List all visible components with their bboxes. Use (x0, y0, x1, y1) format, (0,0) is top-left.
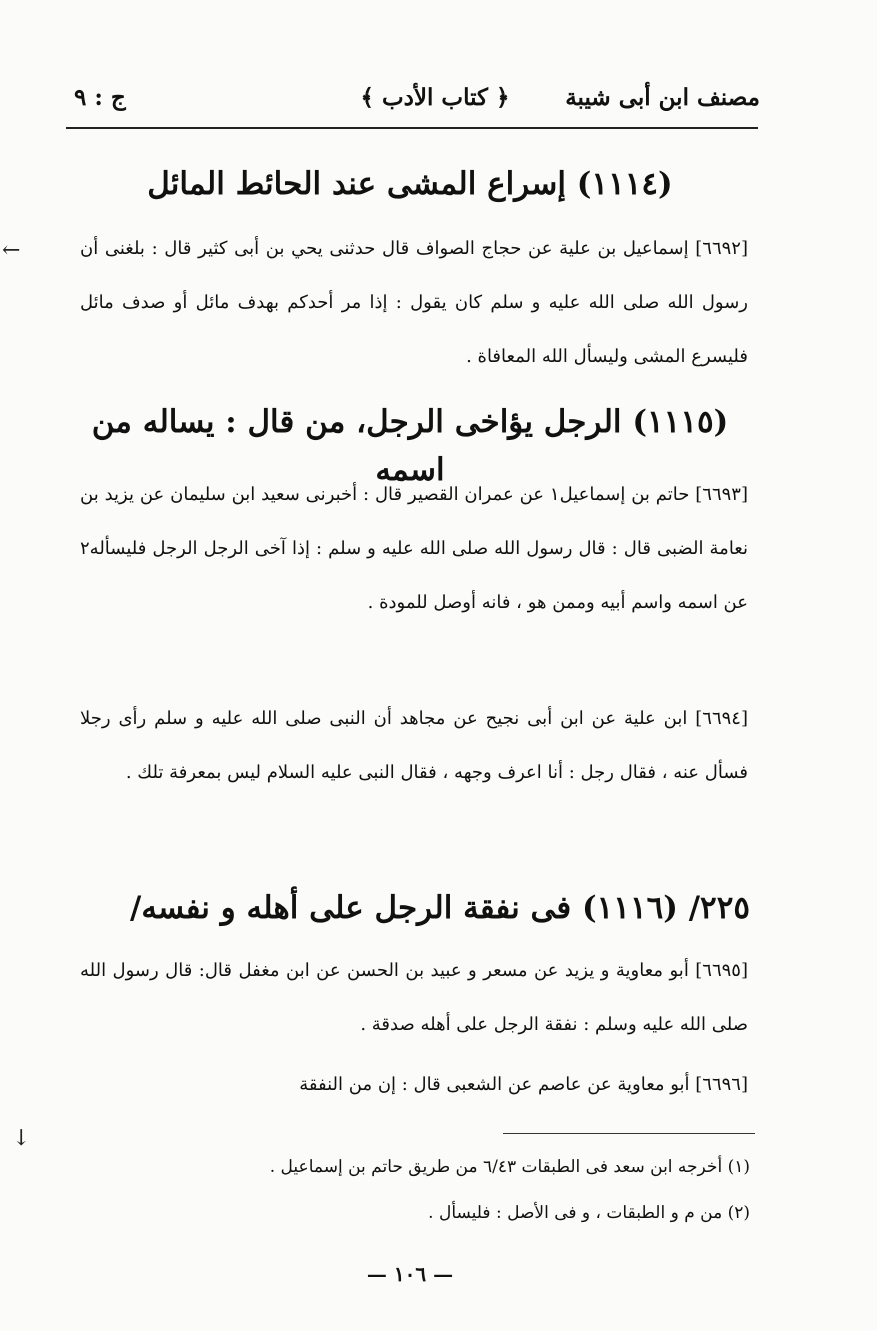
section-title: ﴿ كتاب الأدب ﴾ (360, 84, 510, 111)
paragraph (80, 222, 748, 384)
chapter-heading: (١١١٥) الرجل يؤاخى الرجل، من قال : يساله من اسمه (91, 404, 729, 488)
hadith-text: [٦٦٩٣] حاتم بن إسماعيل١ عن عمران القصير قال : أخبرنى سعيد ابن سليمان عن يزيد بن نعامة الضبى قال : قال رسول الله صلى الله عليه و سلم : إذا آخى الرجل الرجل فليسأله٢ عن اسمه واسم أبيه وممن هو ، فانه أوصل للمودة . (80, 484, 748, 613)
header-rule (66, 127, 758, 129)
page-header (60, 78, 760, 126)
chapter-heading: (١١١٤) إسراع المشى عند الحائط المائل (147, 166, 673, 202)
book-title: مصنف ابن أبى شيبة (565, 84, 760, 111)
footnote-rule (503, 1133, 755, 1134)
footnote: (١) أخرجه ابن سعد فى الطبقات ٦/٤٣ من طريق حاتم بن إسماعيل . (269, 1157, 750, 1177)
paragraph (80, 468, 748, 630)
hadith-text: [٦٦٩٦] أبو معاوية عن عاصم عن الشعبى قال : إن من النفقة (299, 1074, 748, 1095)
hadith-text: [٦٦٩٤] ابن علية عن ابن أبى نجيح عن مجاهد أن النبى صلى الله عليه و سلم رأى رجلا فسأل عنه ، فقال رجل : أنا اعرف وجهه ، فقال النبى عليه السلام ليس بمعرفة تلك . (80, 708, 748, 783)
hadith-text: [٦٦٩٢] إسماعيل بن علية عن حجاج الصواف قال حدثنى يحي بن أبى كثير قال : بلغنى أن رسول الله صلى الله عليه و سلم كان يقول : إذا مر أحدكم بهدف مائل أو صدف مائل فليسرع المشى وليسأل الله المعافاة . (80, 238, 748, 367)
footnote: (٢) من م و الطبقات ، و فى الأصل : فليسأل . (428, 1203, 750, 1223)
footnotes (120, 1144, 750, 1236)
margin-arrow-icon: ↓ (12, 1126, 31, 1151)
volume-label: ج : ٩ (74, 84, 126, 111)
chapter-heading: ٢٢٥/ (١١١٦) فى نفقة الرجل على أهله و نفسه/ (130, 890, 750, 926)
hadith-text: [٦٦٩٥] أبو معاوية و يزيد عن مسعر و عبيد بن الحسن عن ابن مغفل قال: قال رسول الله صلى الله عليه وسلم : نفقة الرجل على أهله صدقة . (80, 960, 748, 1035)
paragraph (80, 1058, 748, 1112)
margin-arrow-icon: ← (2, 238, 21, 263)
paragraph (80, 692, 748, 800)
paragraph (80, 944, 748, 1052)
page-number: — ١٠٦ — (366, 1262, 454, 1286)
